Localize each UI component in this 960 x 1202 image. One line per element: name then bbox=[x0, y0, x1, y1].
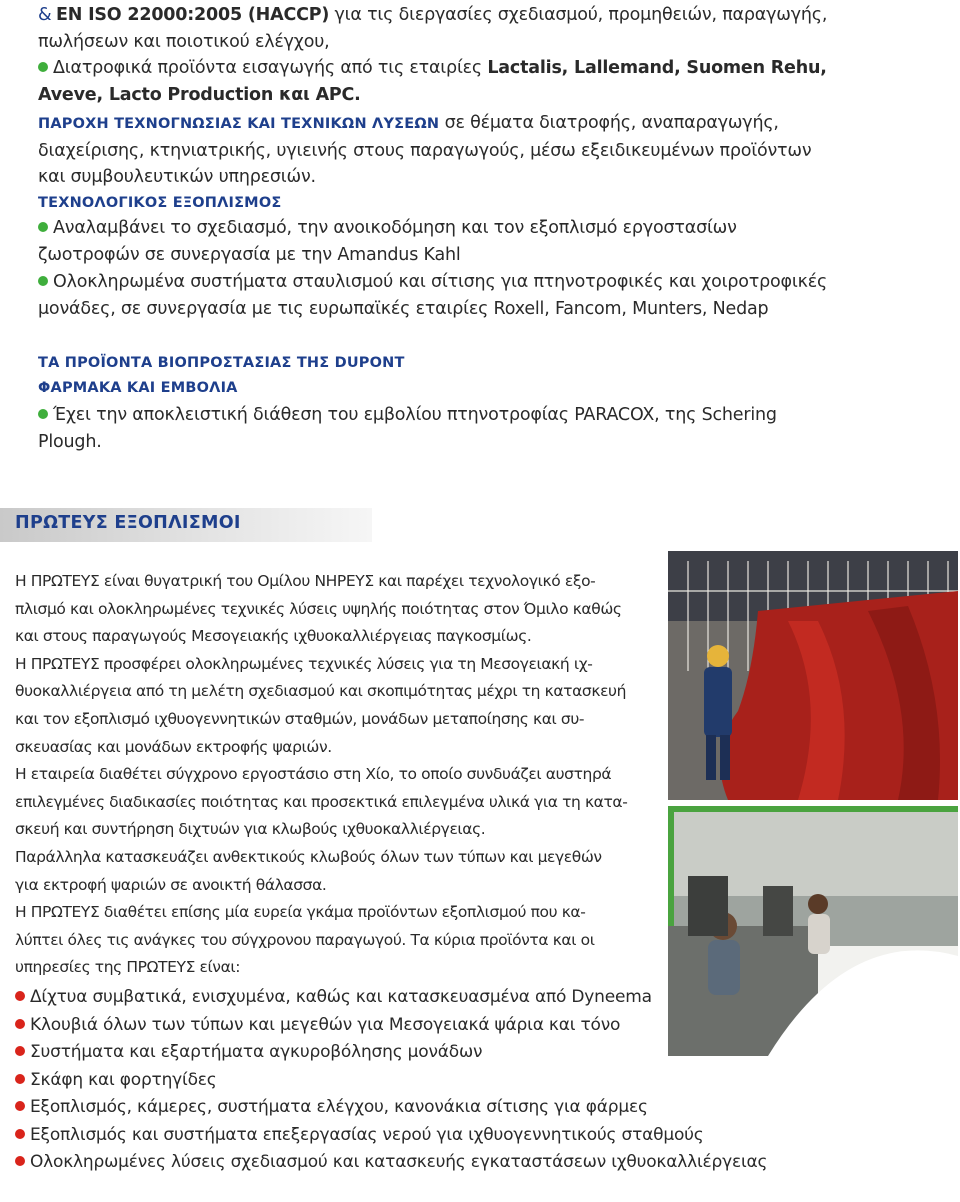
product-item: Δίχτυα συμβατικά, ενισχυμένα, καθώς και κατασκευασμένα από Dyneema bbox=[15, 984, 835, 1012]
provision-paragraph bbox=[38, 110, 828, 191]
body-line: Η ΠΡΩΤΕΥΣ διαθέτει επίσης μία ευρεία γκάμα προϊόντων εξοπλισμού που κα- bbox=[15, 903, 586, 922]
section-title: ΠΡΩΤΕΥΣ ΕΞΟΠΛΙΣΜΟΙ bbox=[15, 513, 241, 533]
product-item: Σκάφη και φορτηγίδες bbox=[15, 1067, 835, 1095]
iso-paragraph bbox=[38, 2, 828, 55]
body-line: σκευασίας και μονάδων εκτροφής ψαριών. bbox=[15, 737, 332, 756]
body-line: Παράλληλα κατασκευάζει ανθεκτικούς κλωβούς όλων των τύπων και μεγεθών bbox=[15, 847, 602, 866]
product-item: Εξοπλισμός, κάμερες, συστήματα ελέγχου, κανονάκια σίτισης για φάρμες bbox=[15, 1094, 835, 1122]
imports-paragraph bbox=[38, 55, 828, 108]
body-line: λύπτει όλες τις ανάγκες του σύγχρονου παραγωγού. Τα κύρια προϊόντα και οι bbox=[15, 930, 595, 949]
iso-standard: EN ISO 22000:2005 (HACCP) bbox=[56, 5, 330, 25]
pharma-item: Έχει την αποκλειστική διάθεση του εμβολίου πτηνοτροφίας PARACOX, της Schering Plough. bbox=[38, 405, 777, 452]
green-bullet-icon bbox=[38, 409, 48, 419]
provision-text: σε θέματα διατροφής, αναπαραγωγής, διαχείρισης, κτηνιατρικής, υγιεινής στους παραγωγούς, μέσω εξειδικευμένων προϊόντων και συμβουλευτικών υπηρεσιών. bbox=[38, 113, 812, 187]
tech-heading: ΤΕΧΝΟΛΟΓΙΚΟΣ ΕΞΟΠΛΙΣΜΟΣ bbox=[38, 195, 282, 211]
body-line: θυοκαλλιέργεια από τη μελέτη σχεδιασμού και σκοπιμότητας μέχρι τη κατασκευή bbox=[15, 682, 627, 701]
body-line: και στους παραγωγούς Μεσογειακής ιχθυοκαλλιέργειας παγκοσμίως. bbox=[15, 627, 532, 646]
proteus-body bbox=[15, 568, 665, 982]
product-item: Ολοκληρωμένες λύσεις σχεδιασμού και κατασκευής εγκαταστάσεων ιχθυοκαλλιέργειας bbox=[15, 1149, 835, 1177]
imports-text: Διατροφικά προϊόντα εισαγωγής από τις εταιρίες bbox=[53, 58, 488, 78]
red-bullet-icon bbox=[15, 991, 25, 1001]
green-bullet-icon bbox=[38, 222, 48, 232]
tech-item-1: Αναλαμβάνει το σχεδιασμό, την ανοικοδόμηση και τον εξοπλισμό εργοστασίων ζωοτροφών σε συνεργασία με την Amandus Kahl bbox=[38, 218, 737, 265]
body-line: για εκτροφή ψαριών σε ανοικτή θάλασσα. bbox=[15, 875, 327, 894]
body-line: επιλεγμένες διαδικασίες ποιότητας και προσεκτικά επιλεγμένα υλικά για τη κατα- bbox=[15, 792, 628, 811]
red-bullet-icon bbox=[15, 1019, 25, 1029]
body-line: Η εταιρεία διαθέτει σύγχρονο εργοστάσιο στη Χίο, το οποίο συνδυάζει αυστηρά bbox=[15, 765, 612, 784]
green-bullet-icon bbox=[38, 62, 48, 72]
products-list bbox=[15, 984, 835, 1177]
body-line: σκευή και συντήρηση διχτυών για κλωβούς ιχθυοκαλλιέργειας. bbox=[15, 820, 486, 839]
green-bullet-icon bbox=[38, 276, 48, 286]
pharma-heading: ΦΑΡΜΑΚΑ ΚΑΙ ΕΜΒΟΛΙΑ bbox=[38, 380, 238, 396]
provision-heading: ΠΑΡΟΧΗ ΤΕΧΝΟΓΝΩΣΙΑΣ ΚΑΙ ΤΕΧΝΙΚΩΝ ΛΥΣΕΩΝ bbox=[38, 116, 440, 132]
body-line: πλισμό και ολοκληρωμένες τεχνικές λύσεις υψηλής ποιότητας στον Όμιλο καθώς bbox=[15, 599, 622, 618]
tech-item-2: Ολοκληρωμένα συστήματα σταυλισμού και σίτισης για πτηνοτροφικές και χοιροτροφικές μονάδες, σε συνεργασία με τις ευρωπαϊκές εταιρίες Roxell, Fancom, Munters, Nedap bbox=[38, 272, 828, 319]
ampersand-bullet: & bbox=[38, 5, 52, 25]
iso-text: για τις διεργασίες σχεδιασμού, προμηθειών, παραγωγής, πωλήσεων και ποιοτικού ελέγχου, bbox=[38, 5, 828, 52]
product-item: Εξοπλισμός και συστήματα επεξεργασίας νερού για ιχθυογεννητικούς σταθμούς bbox=[15, 1122, 835, 1150]
product-item: Κλουβιά όλων των τύπων και μεγεθών για Μεσογειακά ψάρια και τόνο bbox=[15, 1012, 835, 1040]
body-line: και τον εξοπλισμό ιχθυογεννητικών σταθμών, μονάδων μεταποίησης και συ- bbox=[15, 709, 585, 728]
red-bullet-icon bbox=[15, 1129, 25, 1139]
body-line: υπηρεσίες της ΠΡΩΤΕΥΣ είναι: bbox=[15, 958, 241, 977]
red-bullet-icon bbox=[15, 1046, 25, 1056]
imports-companies: Lactalis, Lallemand, Suomen Rehu, Aveve, Lacto Production και APC. bbox=[38, 58, 827, 105]
body-line: Η ΠΡΩΤΕΥΣ προσφέρει ολοκληρωμένες τεχνικές λύσεις για τη Μεσογειακή ιχ- bbox=[15, 654, 593, 673]
red-bullet-icon bbox=[15, 1101, 25, 1111]
product-item: Συστήματα και εξαρτήματα αγκυροβόλησης μονάδων bbox=[15, 1039, 835, 1067]
red-bullet-icon bbox=[15, 1074, 25, 1084]
dupont-heading: ΤΑ ΠΡΟΪΟΝΤΑ ΒΙΟΠΡΟΣΤΑΣΙΑΣ ΤΗΣ DUPONT bbox=[38, 355, 405, 371]
nets-photo bbox=[668, 551, 958, 800]
body-line: Η ΠΡΩΤΕΥΣ είναι θυγατρική του Ομίλου ΝΗΡΕΥΣ και παρέχει τεχνολογικό εξο- bbox=[15, 572, 596, 590]
red-bullet-icon bbox=[15, 1156, 25, 1166]
